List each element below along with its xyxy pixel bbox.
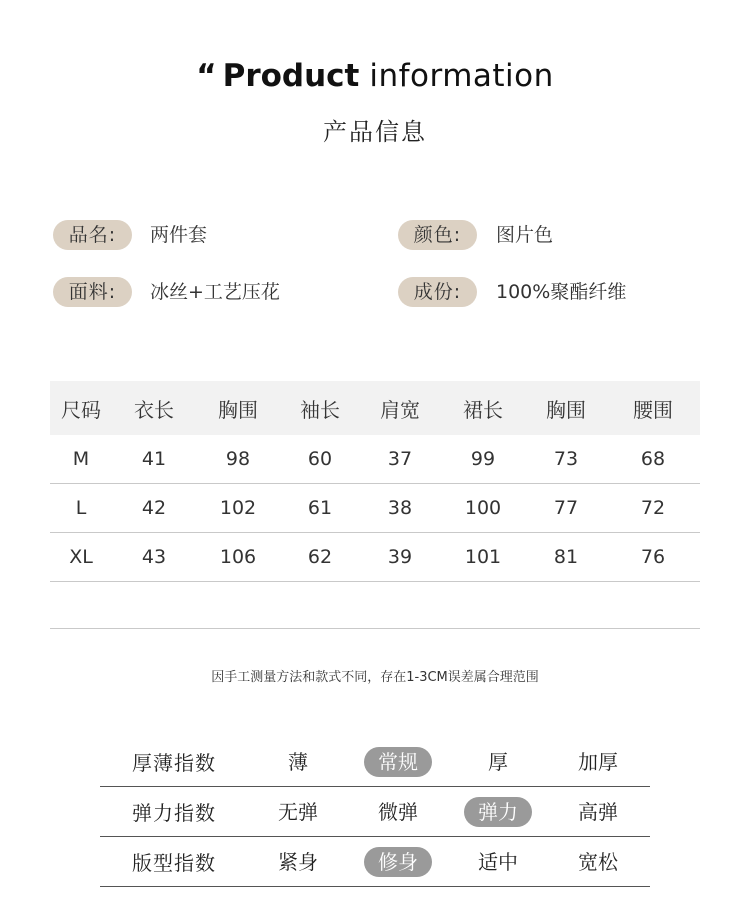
feature-label: 厚薄指数 [132,751,216,775]
size-table [50,381,700,582]
measurement-note: 因手工测量方法和款式不同，存在1-3CM误差属合理范围 [211,670,539,685]
table-row [50,533,700,582]
table-cell: 76 [640,546,666,568]
table-cell: 73 [553,448,579,470]
feature-label: 版型指数 [132,851,216,875]
header-cell: 尺码 [61,397,101,422]
option-text: 厚 [488,749,508,774]
table-cell: 62 [307,546,333,568]
feature-option-selected [348,847,448,877]
table-cell: 81 [553,546,579,568]
attr-label-color: 颜色: [398,220,477,250]
feature-option [448,747,548,777]
table-cell: L [75,497,87,519]
table-row [50,484,700,533]
feature-option-selected [448,797,548,827]
feature-option [448,847,548,877]
table-cell: 99 [470,448,496,470]
option-text: 无弹 [278,799,318,824]
header-cell: 袖长 [300,397,340,422]
table-cell: 100 [464,497,502,519]
size-table-header [50,381,700,435]
feature-option [248,847,348,877]
option-text: 适中 [478,849,518,874]
option-text: 弹力 [464,797,532,827]
option-text: 薄 [288,749,308,774]
option-text: 修身 [364,847,432,877]
table-cell: 98 [225,448,251,470]
table-cell: 68 [640,448,666,470]
feature-row-elasticity [100,787,650,837]
feature-row-thickness [100,737,650,787]
feature-option [548,797,648,827]
header-cell: 裙长 [463,397,503,422]
attr-label-name: 品名: [53,220,132,250]
page-title [0,58,750,94]
table-cell: 102 [219,497,257,519]
quote-mark: “ [196,58,217,94]
header-cell: 衣长 [134,397,174,422]
table-cell: 39 [387,546,413,568]
page-subtitle: 产品信息 [323,118,427,146]
title-light-word: information [369,58,554,94]
table-cell: 61 [307,497,333,519]
feature-row-fit [100,837,650,887]
table-cell: 60 [307,448,333,470]
option-text: 加厚 [578,749,618,774]
table-cell: 77 [553,497,579,519]
attr-label-fabric: 面料: [53,277,132,307]
table-cell: XL [69,546,93,568]
attr-value-fabric: 冰丝+工艺压花 [150,281,280,303]
option-text: 紧身 [278,849,318,874]
table-cell: M [72,448,90,470]
feature-option-selected [348,747,448,777]
title-bold-word: Product [222,58,360,94]
option-text: 微弹 [378,799,418,824]
attr-value-name: 两件套 [150,224,208,246]
table-cell: 42 [141,497,167,519]
attr-value-composition: 100%聚酯纤维 [496,281,627,303]
table-cell: 106 [219,546,257,568]
table-cell: 37 [387,448,413,470]
table-cell: 41 [141,448,167,470]
feature-index-table [100,737,650,887]
option-text: 宽松 [578,849,618,874]
table-bottom-divider [50,628,700,629]
feature-option [248,747,348,777]
header-cell: 腰围 [633,397,673,422]
table-cell: 72 [640,497,666,519]
table-cell: 38 [387,497,413,519]
feature-option [548,847,648,877]
feature-option [548,747,648,777]
table-cell: 43 [141,546,167,568]
feature-option [348,797,448,827]
header-cell: 胸围 [546,397,586,422]
feature-option [248,797,348,827]
table-cell: 101 [464,546,502,568]
attr-value-color: 图片色 [496,224,554,246]
feature-label: 弹力指数 [132,801,216,825]
header-cell: 肩宽 [380,397,420,422]
attr-label-composition: 成份: [398,277,477,307]
option-text: 常规 [364,747,432,777]
table-row [50,435,700,484]
header-cell: 胸围 [218,397,258,422]
option-text: 高弹 [578,799,618,824]
